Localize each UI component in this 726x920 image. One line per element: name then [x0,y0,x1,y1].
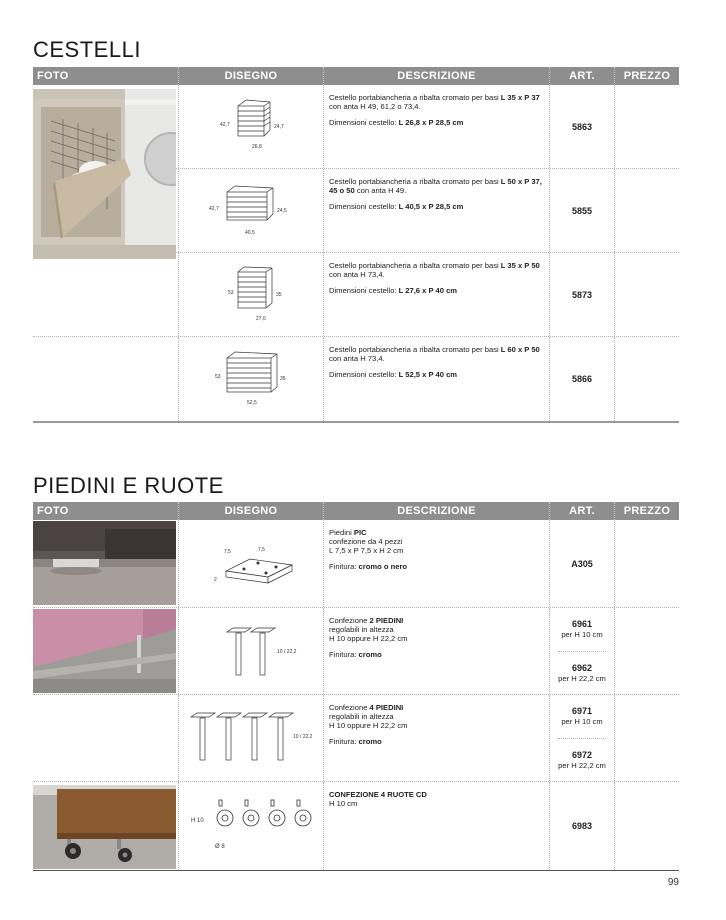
pic-foot-drawing [178,520,323,607]
art-code-note: per H 22,2 cm [558,673,606,683]
header-foto: FOTO [37,70,69,82]
drawing-width-label: 7,5 [224,548,231,555]
pic-feet-photo [33,521,176,605]
table-end-rule [33,421,679,423]
art-code-note: per H 10 cm [561,717,603,727]
two-feet-drawing [178,608,323,694]
art-code-group [549,608,614,694]
header-descrizione: DESCRIZIONE [323,67,549,85]
art-code-note: per H 22,2 cm [558,760,606,770]
drawing-height-label: 10 / 22,2 [277,649,297,655]
drawing-height-label: 42,7 [209,205,219,212]
description-cell: CONFEZIONE 4 RUOTE CD H 10 cm [323,782,549,870]
finish-value: cromo [358,650,382,659]
description-cell: Cestello portabiancheria a ribalta cromato per basi L 50 x P 37, 45 o 50 con anta H 49. Dimensioni cestello: L 40,5 x P 28,5 cm [323,169,549,252]
dimension-value: L 26,8 x P 28,5 cm [398,118,464,127]
art-code-note: per H 10 cm [561,630,603,640]
table-row [33,782,679,870]
dimension-value: L 27,6 x P 40 cm [398,286,458,295]
drawing-height-label: H 10 [191,818,204,824]
basket-drawing-svg [201,344,301,414]
header-disegno: DISEGNO [178,67,323,85]
piedini-ruote-table [33,502,679,871]
drawing-height-label: 10 / 22,2 [293,734,313,740]
casters-drawing [178,782,323,870]
table-row [33,337,679,421]
drawing-width-label: 27,6 [256,315,266,322]
art-code: 6961 [571,619,592,630]
drawing-depth-label: 35 [276,291,282,298]
art-code: 6971 [571,706,592,717]
header-foto: FOTO [37,505,69,517]
price-cell [614,337,679,421]
basket-drawing-svg [201,176,301,246]
laundry-basket-photo [33,89,176,259]
description-cell: Cestello portabiancheria a ribalta cromato per basi L 35 x P 37 con anta H 49, 61,2 o 73,4. Dimensioni cestello: L 26,8 x P 28,5 cm [323,85,549,168]
art-code: 5866 [549,337,614,421]
description-cell: Cestello portabiancheria a ribalta cromato per basi L 35 x P 50 con anta H 73,4. Dimensioni cestello: L 27,6 x P 40 cm [323,253,549,336]
section-title-piedini-e-ruote: PIEDINI E RUOTE [33,473,224,498]
table-row [33,695,679,782]
description-cell: Confezione 4 PIEDINI regolabili in altezza H 10 oppure H 22,2 cm Finitura: cromo [323,695,549,781]
page-number: 99 [667,877,679,888]
art-code: A305 [549,520,614,607]
price-cell [614,695,679,781]
table-row [33,608,679,695]
table-row [33,520,679,608]
drawing-depth-label: 24,7 [274,123,284,130]
description-cell: Cestello portabiancheria a ribalta cromato per basi L 60 x P 50 con anta H 73,4. Dimensioni cestello: L 52,5 x P 40 cm [323,337,549,421]
drawing-width-label: 40,5 [245,229,255,236]
drawing-width-label: 26,8 [252,143,262,150]
drawing-width-label: 52,5 [247,400,257,406]
art-code: 6972 [571,749,592,760]
drawing-height-label: 53 [215,374,221,380]
basket-drawing-svg [206,92,296,162]
basket-drawing [178,337,323,421]
drawing-height-label: 53 [228,289,234,296]
header-prezzo: PREZZO [614,502,679,520]
header-disegno: DISEGNO [178,502,323,520]
drawing-height-label: 2 [214,576,217,583]
header-prezzo: PREZZO [614,67,679,85]
casters-photo [33,785,176,869]
dimension-value: L 40,5 x P 28,5 cm [398,202,464,211]
basket-drawing [178,169,323,252]
art-code: 5873 [549,253,614,336]
description-cell: Confezione 2 PIEDINI regolabili in altezza H 10 oppure H 22,2 cm Finitura: cromo [323,608,549,694]
finish-value: cromo [358,737,382,746]
art-code: 5855 [549,169,614,252]
two-feet-photo [33,609,176,693]
section-title-cestelli: CESTELLI [33,37,141,62]
price-cell [614,85,679,168]
basket-drawing-svg [206,260,296,330]
price-cell [614,782,679,870]
table-row [33,253,679,337]
price-cell [614,253,679,336]
header-art: ART. [549,502,614,520]
drawing-depth-label: 35 [280,376,286,382]
drawing-diameter-label: Ø 8 [215,844,225,850]
finish-value: cromo o nero [358,562,408,571]
table-end-rule [33,870,679,871]
header-art: ART. [549,67,614,85]
table-header [33,502,679,520]
drawing-height-label: 42,7 [220,121,230,128]
four-feet-drawing [178,695,323,781]
basket-drawing [178,253,323,336]
price-cell [614,520,679,607]
art-code-group [549,695,614,781]
art-code: 5863 [549,85,614,168]
header-descrizione: DESCRIZIONE [323,502,549,520]
basket-drawing [178,85,323,168]
art-code: 6983 [549,782,614,870]
price-cell [614,169,679,252]
table-header [33,67,679,85]
art-code: 6962 [571,662,592,673]
dimension-value: L 52,5 x P 40 cm [398,370,458,379]
drawing-depth-label: 24,5 [277,207,287,214]
price-cell [614,608,679,694]
description-cell: Piedini PIC confezione da 4 pezzi L 7,5 x P 7,5 x H 2 cm Finitura: cromo o nero [323,520,549,607]
drawing-depth-label: 7,5 [258,546,265,553]
